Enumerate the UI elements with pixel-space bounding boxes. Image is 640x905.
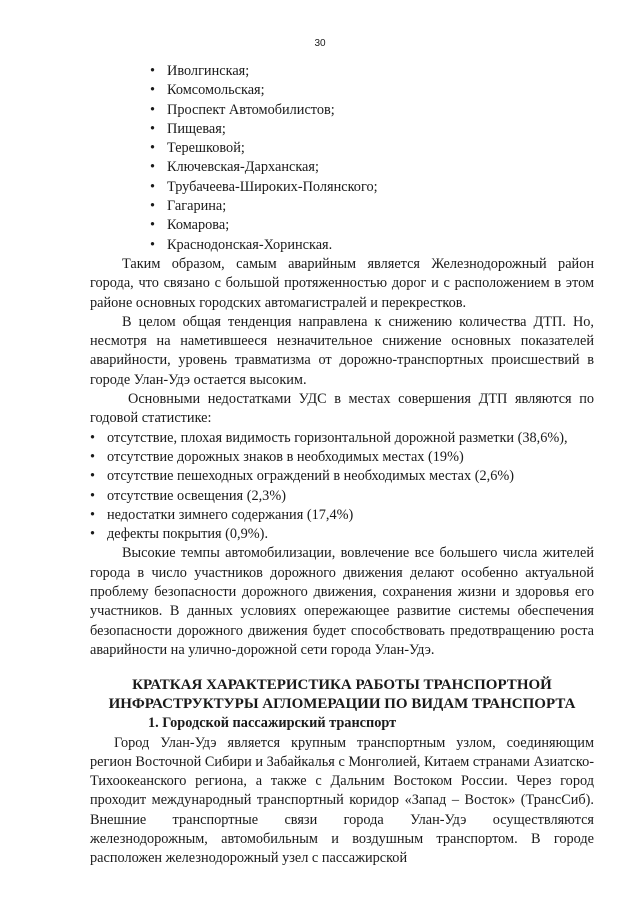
section-title-line-1: КРАТКАЯ ХАРАКТЕРИСТИКА РАБОТЫ ТРАНСПОРТНОЙ: [132, 677, 552, 694]
subsection-heading: 1. Городской пассажирский транспорт: [148, 715, 397, 732]
list-item: • Гагарина;: [90, 197, 594, 216]
page-number: 30: [314, 38, 326, 49]
conclusion-paragraph: Таким образом, самым аварийным является Железнодорожный район города, что связано с большой протяженностью дорог и с расположением в этом районе основных городских автомагистралей и перекрестков.: [90, 255, 594, 311]
list-item: • Комарова;: [90, 216, 594, 235]
list-item: • Терешковой;: [90, 139, 594, 158]
list-item: • Иволгинская;: [90, 62, 594, 81]
transport-hub-paragraph: Город Улан-Удэ является крупным транспортным узлом, соединяющим регион Восточной Сибири и Забайкалья с Монголией, Китаем странами Азиатско-Тихоокеанского региона, а также с Дальним Востоком России. Через город проходит международный транспортный коридор «Запад – Восток» (ТрансСиб). Внешние транспортные связи города Улан-Удэ осуществляются железнодорожным, автомобильным и воздушным транспортом. В городе расположен железнодорожный узел с пассажирской: [90, 734, 594, 867]
list-item: • отсутствие пешеходных ограждений в необходимых местах (2,6%): [90, 467, 594, 486]
list-item: • Пищевая;: [90, 120, 594, 139]
section-title: [90, 676, 594, 714]
document-body: [90, 62, 594, 869]
street-list: [90, 62, 594, 255]
list-item: • отсутствие освещения (2,3%): [90, 487, 594, 506]
list-item: • Трубачеева-Широких-Полянского;: [90, 178, 594, 197]
deficiency-list: [90, 429, 594, 545]
list-item: • Комсомольская;: [90, 81, 594, 100]
list-item: • Проспект Автомобилистов;: [90, 101, 594, 120]
list-item: • недостатки зимнего содержания (17,4%): [90, 506, 594, 525]
list-item: • отсутствие дорожных знаков в необходимых местах (19%): [90, 448, 594, 467]
list-item: • отсутствие, плохая видимость горизонтальной дорожной разметки (38,6%),: [90, 429, 594, 448]
list-item: • дефекты покрытия (0,9%).: [90, 525, 594, 544]
list-item: • Краснодонская-Хоринская.: [90, 236, 594, 255]
list-item: • Ключевская-Дарханская;: [90, 158, 594, 177]
deficiencies-intro: Основными недостатками УДС в местах совершения ДТП являются по годовой статистике:: [90, 391, 594, 427]
section-title-line-2: ИНФРАСТРУКТУРЫ АГЛОМЕРАЦИИ ПО ВИДАМ ТРАНСПОРТА: [108, 696, 576, 713]
motorization-paragraph: Высокие темпы автомобилизации, вовлечение все большего числа жителей города в число участников дорожного движения делают особенно актуальной проблему безопасности дорожного движения, сохранения жизни и здоровья его участников. В данных условиях опережающее развитие системы обеспечения безопасности дорожного движения будет способствовать предотвращению роста аварийности на улично-дорожной сети города Улан-Удэ.: [90, 545, 594, 658]
trend-paragraph: В целом общая тенденция направлена к снижению количества ДТП. Но, несмотря на наметившееся незначительное снижение основных показателей аварийности, уровень травматизма от дорожно-транспортных происшествий в городе Улан-Удэ остается высоким.: [90, 313, 594, 388]
